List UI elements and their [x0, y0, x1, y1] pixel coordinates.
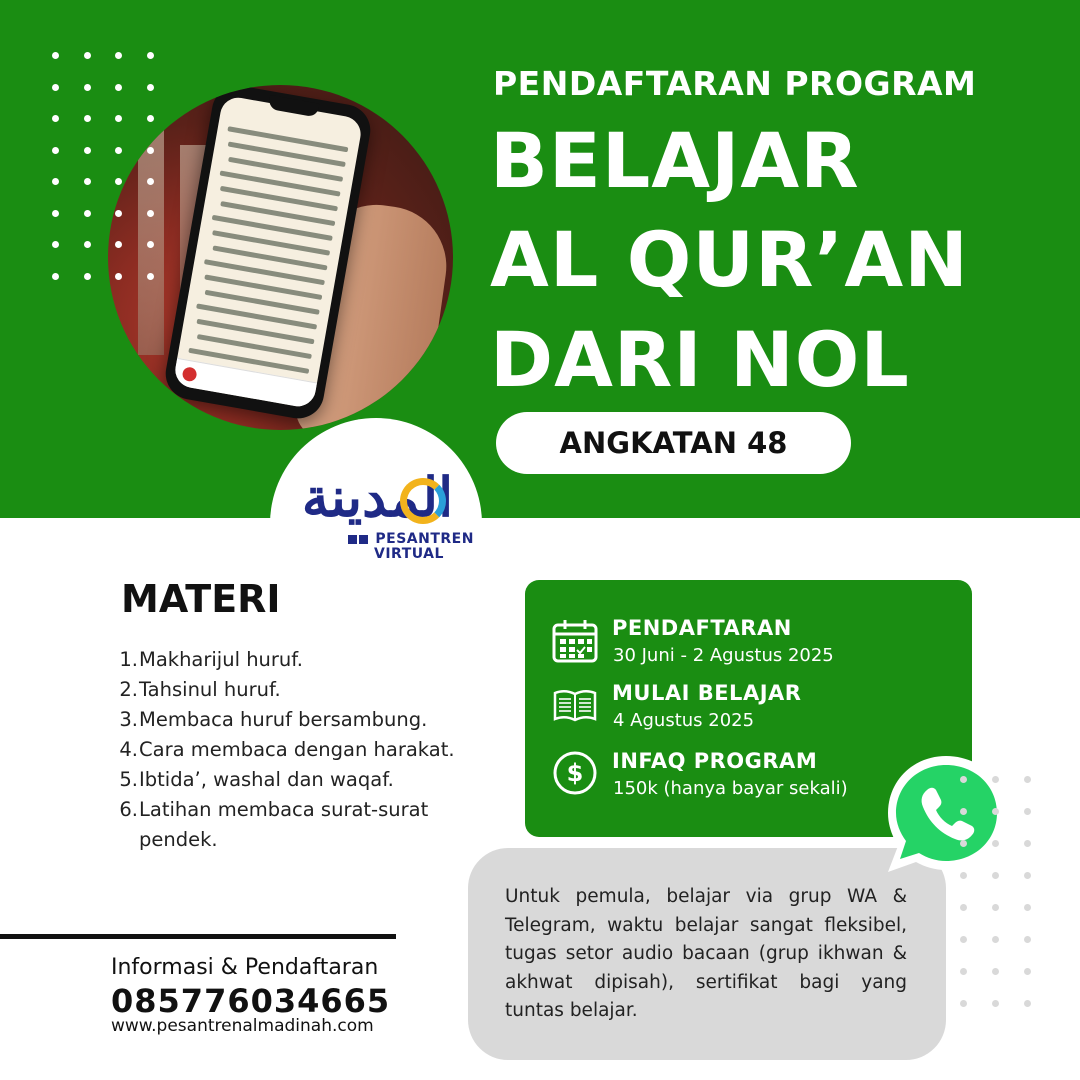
decorative-dot	[115, 52, 122, 59]
detail-value-start: 4 Agustus 2025	[613, 710, 755, 731]
decorative-dot	[147, 273, 154, 280]
decorative-dot	[992, 904, 999, 911]
decorative-dot	[84, 115, 91, 122]
decorative-dot	[147, 147, 154, 154]
decorative-dot	[147, 52, 154, 59]
divider	[0, 934, 396, 939]
decorative-dot	[992, 1000, 999, 1007]
logo-subtitle-line-2: VIRTUAL	[374, 546, 444, 563]
program-note-text: Untuk pemula, belajar via grup WA & Telegram, waktu belajar sangat fleksibel, tugas setor audio bacaan (grup ikhwan & akhwat dipisah), sertifikat bagi yang tuntas belajar.	[505, 886, 907, 1021]
decorative-dot	[84, 84, 91, 91]
decorative-dot	[992, 776, 999, 783]
decorative-dot	[1024, 872, 1031, 879]
decorative-dot	[1024, 936, 1031, 943]
decorative-dot	[960, 936, 967, 943]
logo-arabic-wordmark: المدينة	[301, 465, 454, 529]
decorative-dot	[52, 241, 59, 248]
decorative-dot	[1024, 808, 1031, 815]
decorative-dot	[52, 147, 59, 154]
decorative-dot	[115, 147, 122, 154]
decorative-dot	[84, 178, 91, 185]
detail-title-registration: PENDAFTARAN	[612, 616, 792, 640]
detail-value-registration: 30 Juni - 2 Agustus 2025	[613, 645, 834, 666]
decorative-dot	[147, 178, 154, 185]
decorative-dot	[147, 84, 154, 91]
materi-heading: MATERI	[121, 577, 281, 621]
decorative-dot	[960, 808, 967, 815]
calendar-icon	[552, 619, 598, 667]
decorative-dot	[960, 904, 967, 911]
headline-line-3: DARI NOL	[490, 315, 910, 404]
play-icon	[181, 366, 197, 382]
decorative-dot	[115, 241, 122, 248]
contact-website-link[interactable]: www.pesantrenalmadinah.com	[111, 1016, 374, 1036]
logo-subtitle-line-1: PESANTREN	[375, 531, 474, 547]
decorative-dot	[52, 115, 59, 122]
quran-phone-photo	[108, 85, 453, 430]
decorative-dot	[960, 776, 967, 783]
svg-text:$: $	[566, 759, 584, 787]
materi-list	[114, 645, 459, 855]
list-item: 3. Membaca huruf bersambung.	[119, 708, 428, 731]
decorative-dot	[115, 273, 122, 280]
decorative-dot	[147, 241, 154, 248]
decorative-dot	[52, 52, 59, 59]
decorative-dot	[52, 273, 59, 280]
decorative-dot	[1024, 968, 1031, 975]
decorative-dot	[84, 52, 91, 59]
decorative-dot	[147, 115, 154, 122]
list-item: 4. Cara membaca dengan harakat.	[119, 738, 455, 761]
mosque-pillar	[138, 125, 164, 355]
decorative-dot	[992, 936, 999, 943]
list-item: 6. Latihan membaca surat-surat pendek.	[119, 798, 429, 851]
decorative-dot	[84, 147, 91, 154]
detail-value-infaq: 150k (hanya bayar sekali)	[613, 778, 848, 799]
list-item: 2. Tahsinul huruf.	[119, 678, 281, 701]
decorative-dot	[960, 872, 967, 879]
decorative-dot	[84, 210, 91, 217]
decorative-dot	[115, 178, 122, 185]
decorative-dot	[147, 210, 154, 217]
logo-ring-icon	[400, 478, 446, 524]
contact-phone[interactable]: 085776034665	[111, 982, 391, 1020]
decorative-dot	[960, 840, 967, 847]
decorative-dot	[1024, 776, 1031, 783]
decorative-dot	[1024, 1000, 1031, 1007]
decorative-dot	[960, 1000, 967, 1007]
contact-label: Informasi & Pendaftaran	[111, 955, 379, 980]
decorative-dot	[115, 84, 122, 91]
decorative-dot	[84, 273, 91, 280]
decorative-dot	[52, 178, 59, 185]
headline-kicker: PENDAFTARAN PROGRAM	[493, 64, 977, 103]
detail-title-infaq: INFAQ PROGRAM	[612, 749, 818, 773]
open-book-icon	[552, 688, 598, 728]
batch-badge: ANGKATAN 48	[496, 412, 851, 474]
decorative-dot	[52, 210, 59, 217]
dollar-icon	[552, 750, 598, 800]
decorative-dot	[1024, 904, 1031, 911]
decorative-dot	[52, 84, 59, 91]
logo-subtitle	[348, 532, 474, 563]
decorative-dot	[992, 840, 999, 847]
decorative-dot	[992, 968, 999, 975]
list-item: 5. Ibtida’, washal dan waqaf.	[119, 768, 394, 791]
decorative-dot	[1024, 840, 1031, 847]
decorative-dot	[992, 872, 999, 879]
decorative-dot	[115, 115, 122, 122]
list-item: 1. Makharijul huruf.	[119, 648, 303, 671]
decorative-dot	[960, 968, 967, 975]
detail-title-start: MULAI BELAJAR	[612, 681, 802, 705]
decorative-dot	[992, 808, 999, 815]
decorative-dot	[84, 241, 91, 248]
decorative-dot	[115, 210, 122, 217]
headline-line-2: AL QUR’AN	[490, 215, 969, 304]
headline-line-1: BELAJAR	[490, 116, 860, 205]
